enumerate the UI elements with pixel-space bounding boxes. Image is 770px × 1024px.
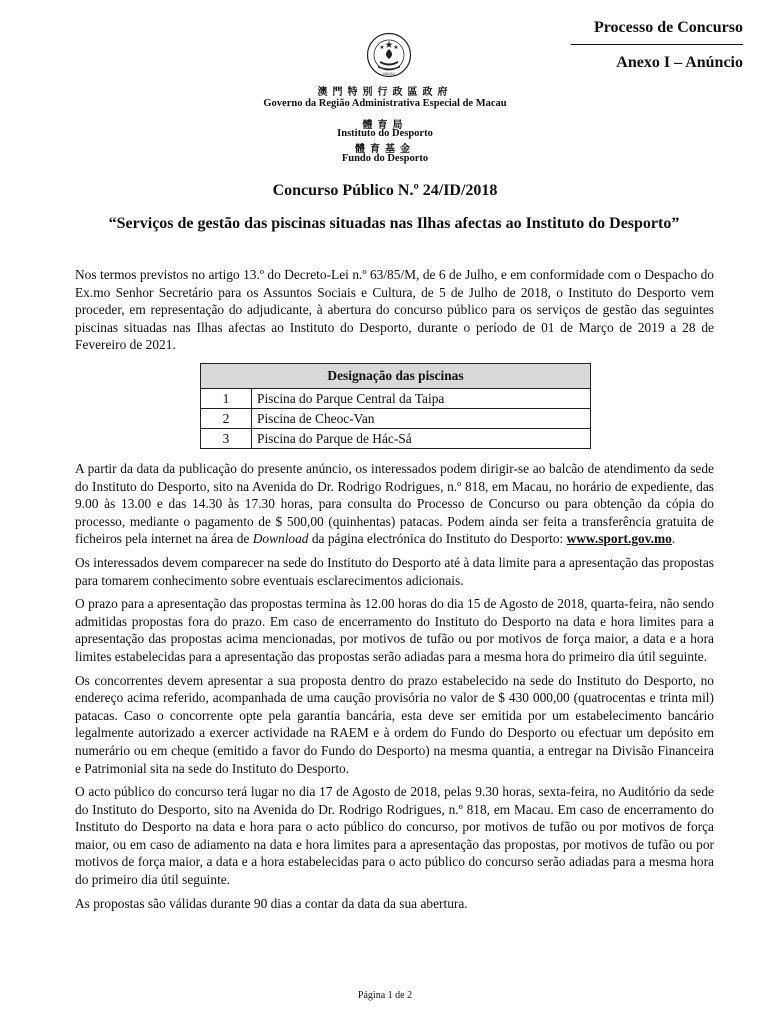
pools-table-header: Designação das piscinas [201,364,591,389]
doc-type-label: Processo de Concurso [593,19,743,36]
header-rule [571,44,743,45]
intro-text: Nos termos previstos no artigo 13.º do Decreto-Lei n.º 63/85/M, de 6 de Julho, e em conformidade com o Despacho do Ex.mo Senhor Secretário para os Assuntos Sociais e Cultura, de 5 de Julho de 2018, o Instituto do Desporto vem proceder, em representação do adjudicante, à abertura do concurso público para os serviços de gestão das seguintes piscinas situadas nas Ilhas afectas ao Instituto do Desporto, durante o período de 01 de Março de 2019 a 28 de Fevereiro de 2021. [75,267,714,353]
gov-name-pt: Governo da Região Administrativa Especial de Macau [263,98,507,109]
intro-paragraph [75,266,714,360]
fund-name-pt: Fundo do Desporto [341,153,429,164]
document-header [571,18,743,73]
bond-paragraph: Os concorrentes devem apresentar a sua proposta dentro do prazo estabelecido na sede do Instituto do Desporto, no endereço acima referido, acompanhada de uma caução provisória no valor de $ 430 000,00 (quatrocentas e trinta mil) patacas. Caso o concorrente opte pela garantia bancária, esta deve ser emitida por um estabelecimento bancário legalmente autorizado a exercer actividade na RAEM e à ordem do Fundo do Desporto ou efectuar um depósito em numerário ou em cheque (emitido a favor do Fundo do Desporto) na mesma quantia, a entregar na Divisão Financeira e Patrimonial sita na sede do Instituto do Desporto. [75,672,714,776]
table-row [201,429,591,449]
website-link[interactable]: www.sport.gov.mo [566,531,672,547]
contest-subtitle: “Serviços de gestão das piscinas situadas nas Ilhas afectas ao Instituto do Desporto” [108,215,680,232]
institute-name-zh: 體育局 [362,120,408,131]
consultation-text: A partir da data da publicação do presente anúncio, os interessados podem dirigir-se ao balcão de atendimento da sede do Instituto do Desporto, sito na Avenida do Dr. Rodrigo Rodrigues, n.º 818, em Macau, no horário de expediente, das 9.00 às 13.00 e das 14.30 às 17.30 horas, para consulta do Processo de Concurso ou para obtenção da cópia do processo, mediante o pagamento de $ 500,00 (quinhentas) patacas. Podem ainda ser feita a transferência gratuita de ficheiros pela internet na área de [75,461,714,547]
annex-label: Anexo I – Anúncio [616,54,743,71]
institute-name-pt: Instituto do Desporto [337,128,433,139]
pool-number: 1 [201,389,252,409]
pool-number: 3 [201,429,252,449]
deadline-paragraph: O prazo para a apresentação das propostas termina às 12.00 horas do dia 15 de Agosto de 2018, quarta-feira, não sendo admitidas propostas fora do prazo. Em caso de encerramento do Instituto do Desporto na data e hora limites para a apresentação das propostas acima mencionadas, por motivos de tufão ou por motivos de força maior, a data e a hora limites estabelecidas para a apresentação das propostas serão adiadas para a mesma hora do primeiro dia útil seguinte. [75,596,714,664]
consultation-text-end: . [671,531,676,547]
gov-name-zh: 澳門特別行政區政府 [317,87,453,98]
clarification-paragraph: Os interessados devem comparecer na sede do Instituto do Desporto até à data limite para a apresentação das propostas para tomarem conhecimento sobre eventuais esclarecimentos adicionais. [75,554,714,588]
pool-name: Piscina do Parque de Hác-Sá [252,429,591,449]
pool-name: Piscina de Cheoc-Van [252,409,591,429]
table-row [201,409,591,429]
contest-title: Concurso Público N.º 24/ID/2018 [272,182,498,199]
fund-name-zh: 體育基金 [355,144,415,155]
emblem-text: MACAU [383,72,395,77]
body-paragraphs [75,460,714,918]
pool-name: Piscina do Parque Central da Taipa [252,389,591,409]
macau-emblem-icon [366,32,412,78]
consultation-paragraph [75,460,714,548]
pools-table [200,363,591,449]
consultation-text-mid: da página electrónica do Instituto do Desporto: [308,531,567,547]
public-act-paragraph: O acto público do concurso terá lugar no dia 17 de Agosto de 2018, pelas 9.30 horas, sexta-feira, no Auditório da sede do Instituto do Desporto, sito na Avenida do Dr. Rodrigo Rodrigues, n.º 818, em Macau. Em caso de encerramento do Instituto do Desporto na data e hora para o acto público do concurso, por motivos de tufão ou por motivos de força maior, ou em caso de adiamento na data e hora limites para a apresentação das propostas, por motivos de tufão ou por motivos de força maior, a data e a hora estabelecidas para o acto público do concurso serão adiadas para a mesma hora do primeiro dia útil seguinte. [75,784,714,888]
download-term: Download [252,531,309,547]
pool-number: 2 [201,409,252,429]
page-number: Página 1 de 2 [357,990,413,1001]
validity-paragraph: As propostas são válidas durante 90 dias a contar da data da sua abertura. [75,895,468,911]
table-row [201,389,591,409]
